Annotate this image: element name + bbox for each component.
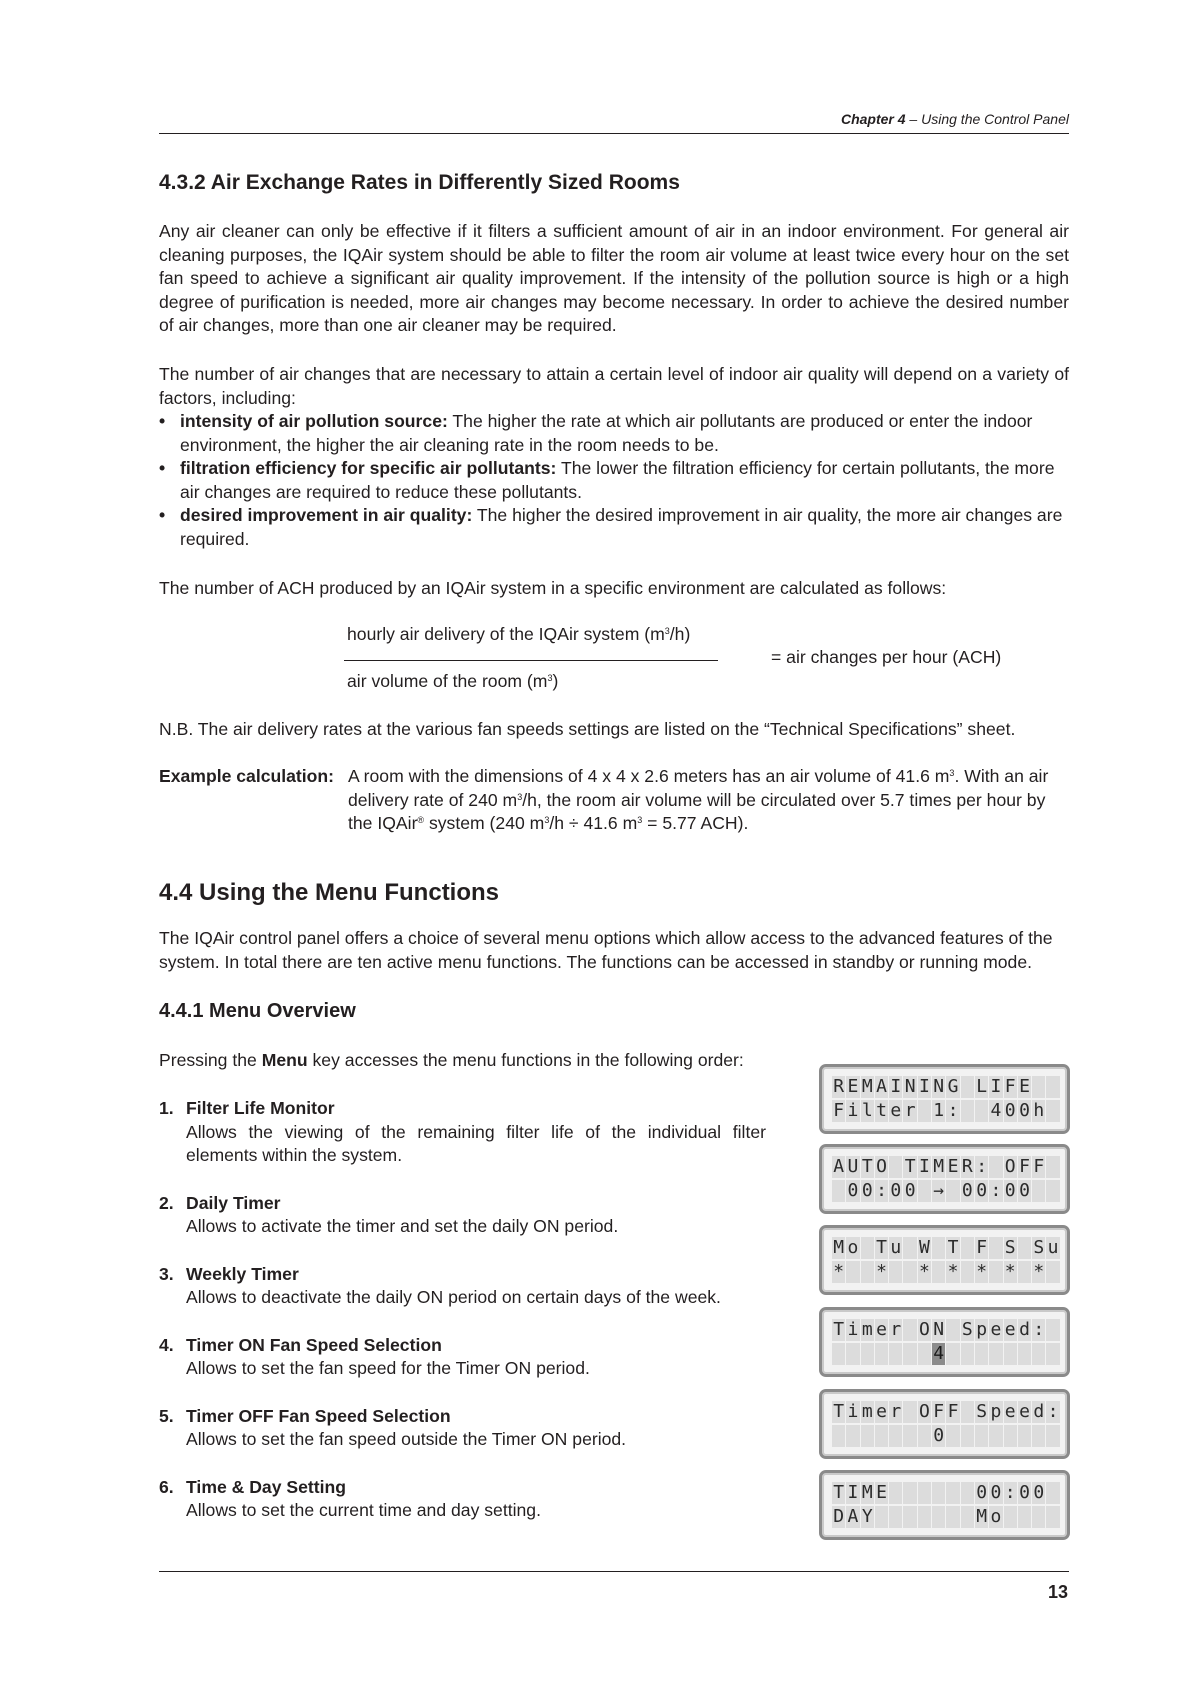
list-item: [159, 457, 1069, 504]
lcd-char-cell: [946, 1425, 960, 1447]
lcd-char-cell: [989, 1237, 1003, 1259]
item-number: 1.: [159, 1098, 174, 1118]
formula-numerator-sup: 3: [664, 626, 670, 636]
lcd-char-cell: E: [846, 1076, 860, 1098]
lcd-char-cell: [961, 1100, 975, 1122]
lcd-char-cell: →: [932, 1180, 946, 1202]
example-sup: 3: [637, 815, 643, 825]
lcd-char-cell: e: [1004, 1319, 1018, 1341]
item-number: 3.: [159, 1263, 174, 1284]
lcd-char-cell: L: [975, 1076, 989, 1098]
lcd-char-cell: [932, 1506, 946, 1528]
lcd-char-cell: 0: [1032, 1482, 1046, 1504]
lcd-char-cell: i: [846, 1319, 860, 1341]
item-title: Weekly Timer: [186, 1263, 299, 1284]
lcd-char-cell: D: [832, 1506, 846, 1528]
example-part: = 5.77 ACH).: [642, 813, 749, 833]
lcd-char-cell: p: [975, 1319, 989, 1341]
lcd-char-cell: I: [889, 1076, 903, 1098]
lcd-char-cell: S: [1032, 1237, 1046, 1259]
lcd-char-cell: 0: [932, 1425, 946, 1447]
lcd-char-cell: [918, 1343, 932, 1365]
lcd-char-cell: 0: [903, 1180, 917, 1202]
lcd-char-cell: 4: [932, 1343, 946, 1365]
lcd-char-cell: F: [1004, 1076, 1018, 1098]
lcd-char-cell: [946, 1180, 960, 1202]
list-item: [159, 504, 1069, 551]
lcd-line-2: [832, 1261, 1067, 1285]
lcd-char-cell: [1004, 1343, 1018, 1365]
lcd-char-cell: [1032, 1506, 1046, 1528]
lcd-char-cell: [903, 1237, 917, 1259]
lcd-char-cell: [889, 1506, 903, 1528]
menu-key-label: Menu: [261, 1050, 308, 1070]
lcd-char-cell: [889, 1425, 903, 1447]
lcd-char-cell: R: [832, 1076, 846, 1098]
item-title: Daily Timer: [186, 1192, 281, 1213]
lcd-char-cell: *: [832, 1261, 846, 1283]
lcd-char-cell: [975, 1425, 989, 1447]
lcd-char-cell: F: [832, 1100, 846, 1122]
lcd-char-cell: :: [1032, 1319, 1046, 1341]
lcd-char-cell: [861, 1237, 875, 1259]
formula-numerator-unit: /h): [669, 624, 691, 644]
lcd-char-cell: [1046, 1261, 1060, 1283]
lcd-char-cell: e: [889, 1100, 903, 1122]
lcd-line-1: [832, 1319, 1067, 1343]
item-title: Time & Day Setting: [186, 1476, 347, 1497]
lcd-char-cell: F: [975, 1237, 989, 1259]
lcd-char-cell: [961, 1482, 975, 1504]
example-part: . With an air delivery rate of 240 m: [348, 766, 1049, 810]
page-number: 13: [1047, 1582, 1068, 1602]
lcd-char-cell: [1032, 1343, 1046, 1365]
lcd-char-cell: [1004, 1425, 1018, 1447]
lcd-char-cell: I: [918, 1076, 932, 1098]
example-part: /h, the room air volume will be circulated over 5.7 times per hour by the IQAir: [348, 789, 1046, 833]
lcd-char-cell: M: [861, 1076, 875, 1098]
lcd-char-cell: 0: [1018, 1180, 1032, 1202]
lcd-char-cell: O: [1004, 1156, 1018, 1178]
lcd-char-cell: I: [918, 1156, 932, 1178]
paragraph-air-cleaner: Any air cleaner can only be effective if it filters a sufficient amount of air in an indoor environment. For general air cleaning purposes, the IQAir system should be able to filter the room air volume at least twice every hour on the set fan speed to achieve a significant air quality improvement. If the intensity of the pollution source is high or a high degree of purification is needed, more air changes may become necessary. In order to achieve the desired number of air changes, more than one air cleaner may be required.: [159, 221, 1069, 335]
item-description: Allows to set the fan speed for the Timer ON period.: [186, 1358, 590, 1378]
item-description: Allows to deactivate the daily ON period on certain days of the week.: [186, 1287, 721, 1307]
lcd-char-cell: [989, 1425, 1003, 1447]
lcd-timer-off-speed: [819, 1389, 1070, 1459]
lcd-char-cell: *: [1004, 1261, 1018, 1283]
item-description: Allows to activate the timer and set the daily ON period.: [186, 1216, 619, 1236]
lcd-char-cell: O: [918, 1319, 932, 1341]
lcd-char-cell: [889, 1261, 903, 1283]
lcd-char-cell: m: [861, 1319, 875, 1341]
lcd-char-cell: [932, 1261, 946, 1283]
example-part: system (240 m: [424, 813, 545, 833]
lcd-char-cell: :: [946, 1100, 960, 1122]
lcd-char-cell: [861, 1261, 875, 1283]
item-number: 5.: [159, 1405, 174, 1426]
lcd-line-1: [832, 1401, 1067, 1425]
lcd-char-cell: W: [918, 1237, 932, 1259]
lcd-char-cell: [903, 1506, 917, 1528]
lcd-char-cell: m: [861, 1401, 875, 1423]
lcd-char-cell: e: [1018, 1401, 1032, 1423]
bullet-term: desired improvement in air quality:: [180, 505, 473, 525]
lcd-char-cell: 0: [1018, 1482, 1032, 1504]
lcd-char-cell: :: [875, 1180, 889, 1202]
lcd-char-cell: [903, 1319, 917, 1341]
lcd-char-cell: h: [1032, 1100, 1046, 1122]
lcd-char-cell: [961, 1237, 975, 1259]
bullet-text: The lower the filtration efficiency for certain pollutants, the more air changes are required to reduce these pollutants.: [180, 458, 1055, 502]
formula-denominator-sup: 3: [547, 673, 553, 683]
list-item: [159, 1097, 766, 1168]
header-rule: [159, 133, 1069, 134]
lcd-char-cell: [961, 1425, 975, 1447]
lcd-char-cell: d: [1018, 1319, 1032, 1341]
item-title: Timer ON Fan Speed Selection: [186, 1334, 442, 1355]
formula-denominator-unit: ): [552, 671, 559, 691]
example-sup: 3: [544, 815, 550, 825]
lcd-char-cell: [961, 1261, 975, 1283]
lcd-char-cell: [889, 1482, 903, 1504]
lcd-char-cell: 0: [1004, 1100, 1018, 1122]
item-number: 2.: [159, 1192, 174, 1213]
lcd-char-cell: [1018, 1343, 1032, 1365]
lcd-char-cell: u: [889, 1237, 903, 1259]
lcd-char-cell: [889, 1156, 903, 1178]
section-heading-4-4-1: 4.4.1 Menu Overview: [159, 1000, 356, 1022]
bullet-icon: •: [159, 458, 166, 478]
lcd-char-cell: *: [875, 1261, 889, 1283]
example-part: A room with the dimensions of 4 x 4 x 2.6 meters has an air volume of 41.6 m: [348, 766, 950, 786]
lcd-char-cell: *: [1032, 1261, 1046, 1283]
lcd-char-cell: 1: [932, 1100, 946, 1122]
section-heading-4-4: 4.4 Using the Menu Functions: [159, 879, 500, 906]
lcd-char-cell: [1018, 1261, 1032, 1283]
lcd-char-cell: M: [932, 1156, 946, 1178]
formula-numerator-text: hourly air delivery of the IQAir system (m: [347, 624, 665, 644]
lcd-char-cell: [861, 1343, 875, 1365]
lcd-char-cell: [961, 1343, 975, 1365]
lcd-char-cell: [975, 1100, 989, 1122]
lcd-char-cell: :: [1004, 1482, 1018, 1504]
lcd-char-cell: [946, 1506, 960, 1528]
lcd-char-cell: [832, 1343, 846, 1365]
lcd-char-cell: o: [989, 1506, 1003, 1528]
lcd-char-cell: [989, 1343, 1003, 1365]
lcd-char-cell: [1032, 1076, 1046, 1098]
bullet-term: filtration efficiency for specific air pollutants:: [180, 458, 557, 478]
lcd-char-cell: i: [846, 1401, 860, 1423]
bullet-text: The higher the desired improvement in air quality, the more air changes are required.: [180, 505, 1063, 549]
lcd-char-cell: E: [1018, 1076, 1032, 1098]
lcd-char-cell: [1032, 1180, 1046, 1202]
paragraph-menu-intro: [159, 1049, 799, 1073]
lcd-char-cell: [903, 1425, 917, 1447]
lcd-char-cell: [875, 1343, 889, 1365]
running-head: [841, 108, 1069, 132]
menu-function-list: [159, 1097, 766, 1523]
lcd-line-1: [832, 1156, 1067, 1180]
formula-result: = air changes per hour (ACH): [771, 647, 1002, 667]
item-description: Allows the viewing of the remaining filter life of the individual filter elements within the system.: [186, 1121, 766, 1165]
lcd-char-cell: M: [832, 1237, 846, 1259]
lcd-char-cell: e: [875, 1401, 889, 1423]
formula-denominator-text: air volume of the room (m: [347, 671, 548, 691]
lcd-char-cell: [961, 1076, 975, 1098]
item-description: Allows to set the current time and day setting.: [186, 1500, 541, 1520]
lcd-line-2: [832, 1180, 1067, 1204]
lcd-char-cell: [903, 1401, 917, 1423]
example-label: Example calculation:: [159, 766, 335, 786]
lcd-char-cell: T: [946, 1237, 960, 1259]
lcd-char-cell: r: [889, 1401, 903, 1423]
lcd-char-cell: [975, 1343, 989, 1365]
item-number: 4.: [159, 1334, 174, 1355]
chapter-title: Using the Control Panel: [921, 111, 1069, 127]
list-item: [159, 410, 1069, 457]
lcd-char-cell: [1004, 1506, 1018, 1528]
lcd-char-cell: T: [861, 1156, 875, 1178]
lcd-char-cell: 4: [989, 1100, 1003, 1122]
note-technical-specs: N.B. The air delivery rates at the various fan speeds settings are listed on the “Technical Specifications” sheet.: [159, 719, 1016, 739]
lcd-char-cell: O: [875, 1156, 889, 1178]
header-separator: –: [905, 111, 922, 127]
paragraph-air-changes: The number of air changes that are necessary to attain a certain level of indoor air quality will depend on a variety of factors, including:: [159, 364, 1069, 408]
intro-text: key accesses the menu functions in the following order:: [307, 1050, 744, 1070]
lcd-char-cell: [932, 1482, 946, 1504]
lcd-char-cell: 0: [1018, 1100, 1032, 1122]
lcd-char-cell: r: [889, 1319, 903, 1341]
lcd-char-cell: :: [989, 1180, 1003, 1202]
lcd-line-1: [832, 1482, 1067, 1506]
list-item: [159, 1192, 766, 1239]
lcd-char-cell: S: [961, 1319, 975, 1341]
lcd-char-cell: E: [875, 1482, 889, 1504]
lcd-char-cell: [846, 1343, 860, 1365]
lcd-char-cell: S: [975, 1401, 989, 1423]
lcd-auto-timer: [819, 1144, 1070, 1214]
lcd-char-cell: A: [875, 1076, 889, 1098]
lcd-char-cell: A: [832, 1156, 846, 1178]
item-title: Timer OFF Fan Speed Selection: [186, 1405, 451, 1426]
lcd-char-cell: U: [846, 1156, 860, 1178]
lcd-char-cell: T: [903, 1156, 917, 1178]
lcd-char-cell: G: [946, 1076, 960, 1098]
lcd-char-cell: [932, 1237, 946, 1259]
chapter-label: Chapter 4: [840, 111, 906, 127]
lcd-char-cell: Y: [861, 1506, 875, 1528]
lcd-char-cell: N: [932, 1076, 946, 1098]
lcd-char-cell: [918, 1100, 932, 1122]
lcd-char-cell: F: [1018, 1156, 1032, 1178]
section-heading-4-3-2: 4.3.2 Air Exchange Rates in Differently Sized Rooms: [159, 171, 680, 194]
lcd-char-cell: [875, 1506, 889, 1528]
lcd-char-cell: O: [918, 1401, 932, 1423]
lcd-char-cell: 0: [989, 1482, 1003, 1504]
bullet-icon: •: [159, 411, 166, 431]
lcd-char-cell: e: [989, 1319, 1003, 1341]
lcd-char-cell: [903, 1482, 917, 1504]
lcd-char-cell: [1018, 1237, 1032, 1259]
lcd-char-cell: [918, 1425, 932, 1447]
lcd-char-cell: [889, 1343, 903, 1365]
lcd-char-cell: F: [946, 1401, 960, 1423]
lcd-char-cell: 0: [975, 1180, 989, 1202]
example-sup: 3: [517, 791, 523, 802]
lcd-char-cell: *: [975, 1261, 989, 1283]
lcd-line-1: [832, 1076, 1067, 1100]
lcd-char-cell: [1046, 1482, 1060, 1504]
lcd-char-cell: t: [875, 1100, 889, 1122]
lcd-char-cell: r: [903, 1100, 917, 1122]
lcd-char-cell: [1046, 1100, 1060, 1122]
lcd-char-cell: l: [861, 1100, 875, 1122]
lcd-char-cell: [1046, 1156, 1060, 1178]
lcd-char-cell: e: [1004, 1401, 1018, 1423]
formula-numerator: [347, 623, 690, 647]
lcd-char-cell: :: [975, 1156, 989, 1178]
paragraph-ach-calc: The number of ACH produced by an IQAir system in a specific environment are calculated as follows:: [159, 578, 947, 598]
lcd-char-cell: [1046, 1425, 1060, 1447]
lcd-char-cell: [861, 1425, 875, 1447]
lcd-char-cell: [846, 1425, 860, 1447]
lcd-char-cell: R: [961, 1156, 975, 1178]
lcd-char-cell: [918, 1506, 932, 1528]
lcd-char-cell: T: [832, 1401, 846, 1423]
lcd-char-cell: [846, 1261, 860, 1283]
lcd-char-cell: F: [1032, 1156, 1046, 1178]
lcd-char-cell: [961, 1506, 975, 1528]
example-sup: 3: [949, 768, 955, 778]
lcd-time-day: [819, 1470, 1070, 1540]
lcd-char-cell: [961, 1401, 975, 1423]
lcd-char-cell: [832, 1425, 846, 1447]
lcd-char-cell: u: [1046, 1237, 1060, 1259]
lcd-line-2: [832, 1425, 1067, 1449]
list-item: [159, 1334, 766, 1381]
footer-rule: [159, 1571, 1069, 1572]
lcd-char-cell: N: [932, 1319, 946, 1341]
item-description: Allows to set the fan speed outside the Timer ON period.: [186, 1429, 627, 1449]
lcd-char-cell: 0: [846, 1180, 860, 1202]
lcd-char-cell: *: [918, 1261, 932, 1283]
lcd-char-cell: [832, 1180, 846, 1202]
lcd-char-cell: E: [946, 1156, 960, 1178]
lcd-char-cell: [1046, 1343, 1060, 1365]
lcd-char-cell: p: [989, 1401, 1003, 1423]
lcd-line-2: [832, 1506, 1067, 1530]
lcd-line-2: [832, 1100, 1067, 1124]
registered-mark: ®: [417, 815, 425, 825]
lcd-weekly-timer: [819, 1225, 1070, 1295]
lcd-char-cell: 0: [961, 1180, 975, 1202]
lcd-line-1: [832, 1237, 1067, 1261]
lcd-char-cell: i: [846, 1100, 860, 1122]
lcd-line-2: [832, 1343, 1067, 1367]
lcd-char-cell: M: [975, 1506, 989, 1528]
lcd-char-cell: [903, 1261, 917, 1283]
lcd-char-cell: S: [1004, 1237, 1018, 1259]
lcd-char-cell: 0: [861, 1180, 875, 1202]
lcd-char-cell: [1046, 1180, 1060, 1202]
lcd-char-cell: [875, 1425, 889, 1447]
lcd-char-cell: A: [846, 1506, 860, 1528]
lcd-char-cell: [1018, 1425, 1032, 1447]
list-item: [159, 1476, 766, 1523]
lcd-char-cell: [1046, 1319, 1060, 1341]
item-number: 6.: [159, 1476, 174, 1497]
intro-text: Pressing the: [159, 1050, 262, 1070]
item-title: Filter Life Monitor: [186, 1098, 335, 1118]
lcd-timer-on-speed: [819, 1307, 1070, 1377]
lcd-char-cell: [918, 1180, 932, 1202]
lcd-char-cell: [946, 1319, 960, 1341]
lcd-char-cell: [946, 1482, 960, 1504]
factors-list: [159, 410, 1069, 551]
formula-denominator: [347, 670, 558, 694]
formula-fraction-line: [344, 660, 718, 661]
lcd-char-cell: e: [875, 1319, 889, 1341]
bullet-term: intensity of air pollution source:: [180, 411, 448, 431]
lcd-char-cell: [989, 1156, 1003, 1178]
list-item: [159, 1263, 766, 1310]
paragraph-menu-functions: The IQAir control panel offers a choice of several menu options which allow access to the advanced features of the system. In total there are ten active menu functions. The functions can be accessed in standby or running mode.: [159, 928, 1053, 972]
lcd-char-cell: T: [832, 1482, 846, 1504]
lcd-char-cell: [946, 1343, 960, 1365]
lcd-char-cell: d: [1032, 1401, 1046, 1423]
lcd-char-cell: I: [989, 1076, 1003, 1098]
lcd-char-cell: T: [875, 1237, 889, 1259]
lcd-remaining-life: [819, 1064, 1070, 1134]
lcd-char-cell: *: [946, 1261, 960, 1283]
lcd-char-cell: [918, 1482, 932, 1504]
lcd-char-cell: T: [832, 1319, 846, 1341]
lcd-char-cell: [1046, 1506, 1060, 1528]
lcd-char-cell: 0: [1004, 1180, 1018, 1202]
lcd-char-cell: o: [846, 1237, 860, 1259]
example-text: [348, 765, 1074, 836]
list-item: [159, 1405, 766, 1452]
lcd-char-cell: 0: [975, 1482, 989, 1504]
bullet-text: The higher the rate at which air pollutants are produced or enter the indoor environment, the higher the air cleaning rate in the room needs to be.: [180, 411, 1033, 455]
bullet-icon: •: [159, 505, 166, 525]
lcd-char-cell: N: [903, 1076, 917, 1098]
lcd-char-cell: [1032, 1425, 1046, 1447]
lcd-char-cell: [989, 1261, 1003, 1283]
lcd-char-cell: I: [846, 1482, 860, 1504]
lcd-char-cell: 0: [889, 1180, 903, 1202]
lcd-char-cell: [1018, 1506, 1032, 1528]
lcd-char-cell: M: [861, 1482, 875, 1504]
lcd-char-cell: :: [1046, 1401, 1060, 1423]
example-part: /h ÷ 41.6 m: [549, 813, 638, 833]
lcd-char-cell: [903, 1343, 917, 1365]
lcd-char-cell: [1046, 1076, 1060, 1098]
lcd-char-cell: F: [932, 1401, 946, 1423]
